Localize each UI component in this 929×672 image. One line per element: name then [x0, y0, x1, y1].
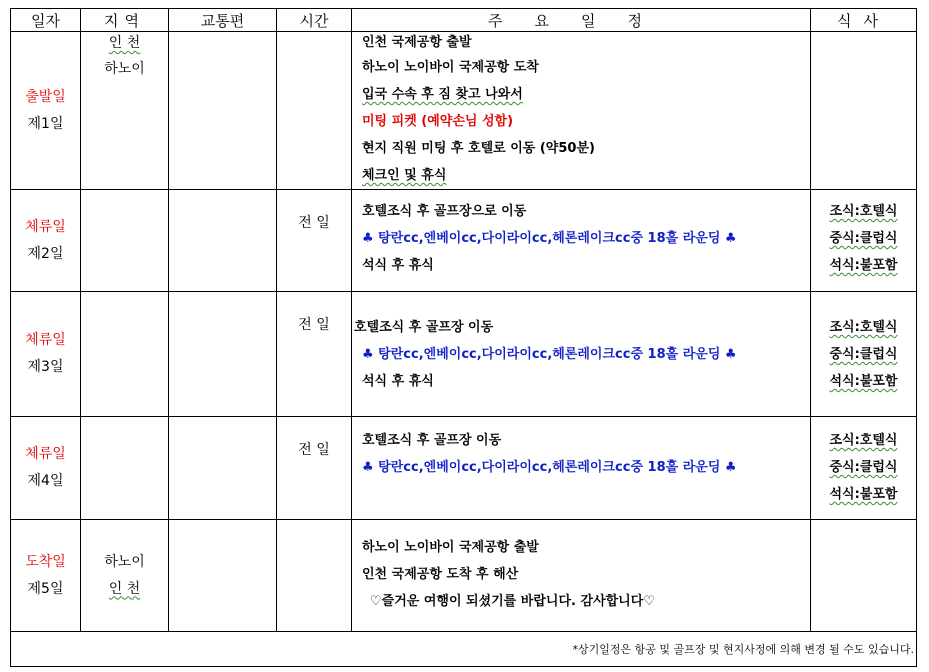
plan-line: 하노이 노이바이 국제공항 출발 — [362, 540, 539, 555]
day-number-label: 제5일 — [27, 580, 64, 597]
meal-breakfast: 조식:호텔식 — [829, 320, 898, 335]
meal-cell-2 — [811, 190, 917, 292]
region-cell-1 — [81, 32, 169, 190]
day-row-1 — [11, 32, 917, 190]
meal-lunch: 중식:클럽식 — [829, 347, 898, 362]
plan-line: 체크인 및 휴식 — [362, 168, 447, 183]
day-row-3 — [11, 292, 917, 417]
meal-dinner: 석식:불포함 — [829, 487, 898, 502]
header-row — [11, 9, 917, 32]
header-time: 시간 — [277, 9, 352, 32]
transport-cell-4 — [169, 417, 277, 520]
meal-cell-4 — [811, 417, 917, 520]
transport-cell-3 — [169, 292, 277, 417]
plan-line: 호텔조식 후 골프장으로 이동 — [362, 204, 527, 219]
plan-line: 입국 수속 후 짐 찾고 나와서 — [362, 87, 523, 102]
plan-cell-2 — [352, 190, 811, 292]
plan-line: 인천 국제공항 도착 후 해산 — [362, 567, 519, 582]
plan-line: 석식 후 휴식 — [362, 374, 434, 389]
meal-dinner: 석식:불포함 — [829, 258, 898, 273]
day-cell-2 — [11, 190, 81, 292]
day-row-4 — [11, 417, 917, 520]
day-cell-5 — [11, 520, 81, 632]
plan-cell-5 — [352, 520, 811, 632]
day-type-label: 도착일 — [25, 553, 66, 570]
meal-cell-5 — [811, 520, 917, 632]
meal-breakfast: 조식:호텔식 — [829, 433, 898, 448]
time-cell-2: 전 일 — [277, 190, 352, 292]
day-type-label: 체류일 — [25, 446, 66, 462]
plan-line-golf: ♣ 탕란cc,엔베이cc,다이라이cc,헤론레이크cc중 18홀 라운딩 ♣ — [362, 460, 737, 475]
transport-cell-2 — [169, 190, 277, 292]
header-day: 일자 — [11, 9, 81, 32]
meal-cell-1 — [811, 32, 917, 190]
footer-row — [11, 632, 917, 667]
meal-lunch: 중식:클럽식 — [829, 231, 898, 246]
meal-cell-3 — [811, 292, 917, 417]
day-cell-1 — [11, 32, 81, 190]
time-cell-4: 전 일 — [277, 417, 352, 520]
day-number-label: 제3일 — [27, 359, 64, 375]
plan-line: 호텔조식 후 골프장 이동 — [362, 433, 502, 448]
region-label: 인 천 — [108, 580, 141, 597]
region-cell-5 — [81, 520, 169, 632]
time-cell-1 — [277, 32, 352, 190]
header-transport: 교통편 — [169, 9, 277, 32]
region-label: 하노이 — [104, 61, 145, 77]
header-region: 지역 — [81, 9, 169, 32]
plan-cell-4 — [352, 417, 811, 520]
plan-line: 현지 직원 미팅 후 호텔로 이동 (약50분) — [362, 141, 595, 156]
plan-line-golf: ♣ 탕란cc,엔베이cc,다이라이cc,헤론레이크cc중 18홀 라운딩 ♣ — [362, 231, 737, 246]
meal-lunch: 중식:클럽식 — [829, 460, 898, 475]
itinerary-table — [10, 8, 917, 667]
region-cell-3 — [81, 292, 169, 417]
plan-cell-3 — [352, 292, 811, 417]
header-plan: 주요일정 — [352, 9, 811, 32]
footer-note: *상기일정은 항공 및 골프장 및 현지사정에 의해 변경 될 수도 있습니다. — [11, 632, 917, 667]
time-cell-5 — [277, 520, 352, 632]
plan-line: 호텔조식 후 골프장 이동 — [354, 320, 494, 335]
plan-line: 석식 후 휴식 — [362, 258, 434, 273]
meal-breakfast: 조식:호텔식 — [829, 204, 898, 219]
transport-cell-1 — [169, 32, 277, 190]
header-meal: 식사 — [811, 9, 917, 32]
day-number-label: 제1일 — [27, 115, 64, 132]
day-type-label: 출발일 — [25, 88, 66, 105]
plan-line: 인천 국제공항 출발 — [362, 35, 472, 50]
plan-line-highlight: 미팅 피켓 (예약손님 성함) — [362, 114, 514, 129]
meal-dinner: 석식:불포함 — [829, 374, 898, 389]
day-type-label: 체류일 — [25, 332, 66, 348]
region-cell-2 — [81, 190, 169, 292]
transport-cell-5 — [169, 520, 277, 632]
plan-cell-1 — [352, 32, 811, 190]
day-row-5 — [11, 520, 917, 632]
time-cell-3: 전 일 — [277, 292, 352, 417]
day-cell-4 — [11, 417, 81, 520]
region-cell-4 — [81, 417, 169, 520]
plan-line-golf: ♣ 탕란cc,엔베이cc,다이라이cc,헤론레이크cc중 18홀 라운딩 ♣ — [362, 347, 737, 362]
day-row-2 — [11, 190, 917, 292]
plan-line: 하노이 노이바이 국제공항 도착 — [362, 60, 539, 75]
day-type-label: 체류일 — [25, 218, 66, 235]
plan-line-closing: ♡즐거운 여행이 되셨기를 바랍니다. 감사합니다♡ — [370, 594, 655, 609]
day-number-label: 제2일 — [27, 245, 64, 262]
day-number-label: 제4일 — [27, 473, 64, 489]
day-cell-3 — [11, 292, 81, 417]
region-label: 인 천 — [108, 35, 141, 51]
region-label: 하노이 — [104, 553, 145, 570]
